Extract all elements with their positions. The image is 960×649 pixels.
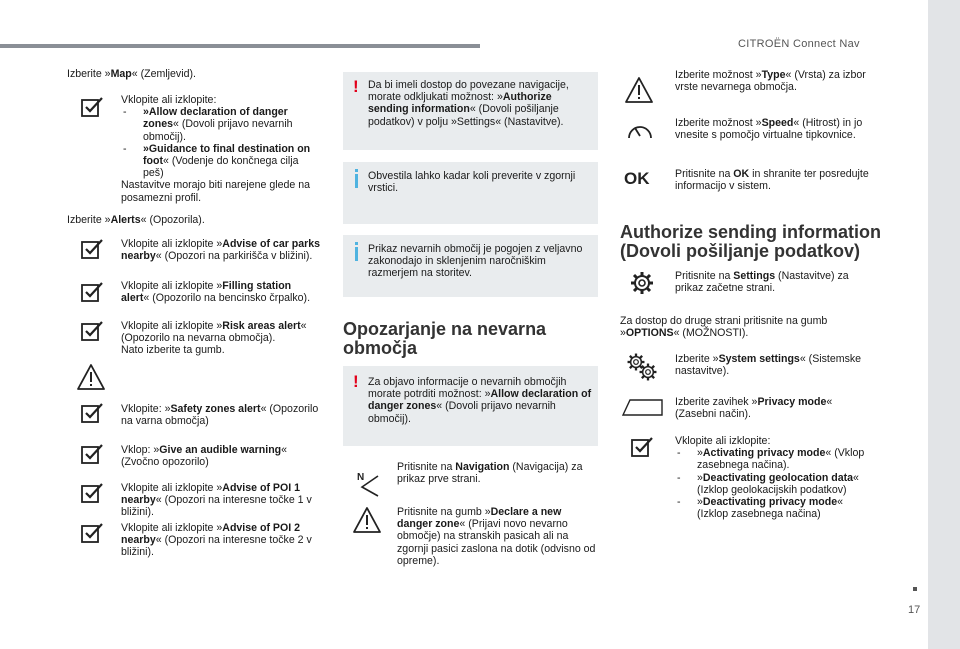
note-display-conditions: Prikaz nevarnih območij je pogojen z veljavno zakonodajo in sklenjenim naročniškim razmerjem na storitev. (343, 235, 598, 297)
running-header: CITROËN Connect Nav (738, 38, 860, 50)
ok-label: OK (624, 169, 650, 188)
car-parks-item: Vklopite ali izklopite »Advise of car parks nearby« (Opozori na parkirišča v bližini). (121, 238, 321, 263)
checkbox-icon (80, 94, 106, 120)
section-heading-danger: Opozarjanje na nevarna območja (343, 319, 547, 358)
warning-triangle-icon (352, 506, 382, 534)
poi1-item: Vklopite ali izklopite »Advise of POI 1 nearby« (Opozori na interesne točke 1 v bližini). (121, 482, 312, 519)
info-mark-icon (355, 247, 358, 261)
warning-mark-icon: ! (353, 372, 359, 391)
step-settings: Pritisnite na Settings (Nastavitve) za prikaz začetne strani. (675, 270, 849, 295)
svg-text:N: N (357, 472, 365, 483)
tab-icon (622, 398, 664, 416)
section-heading-authorize: Authorize sending information (Dovoli pošiljanje podatkov) (620, 222, 881, 261)
danger-zones-item: Vklopite ali izklopite: - »Allow declaration of danger zones« (Dovoli prijavo nevarnih območij). - »Guidance to final destination on foot« (Vodenje do končnega cilja peš) Nastavitve morajo biti narejene glede na posamezni profil. (121, 94, 321, 204)
poi2-item: Vklopite ali izklopite »Advise of POI 2 nearby« (Opozori na interesne točke 2 v bližini). (121, 522, 312, 559)
gear-icon (629, 270, 655, 296)
checkbox-icon (80, 520, 106, 546)
page-dot (913, 587, 917, 591)
checkbox-icon (80, 400, 106, 426)
step-privacy-tab: Izberite zavihek »Privacy mode« (Zasebni način). (675, 396, 833, 421)
intro-alerts: Izberite »Alerts« (Opozorila). (67, 214, 205, 226)
checkbox-icon (80, 318, 106, 344)
checkbox-icon (80, 279, 106, 305)
info-mark-icon (355, 174, 358, 188)
warning-triangle-icon (624, 76, 654, 104)
gears-icon (626, 352, 658, 382)
page-number: 17 (908, 604, 921, 616)
warning-mark-icon: ! (353, 77, 359, 96)
top-rule (0, 44, 480, 48)
step-type: Izberite možnost »Type« (Vrsta) za izbor vrste nevarnega območja. (675, 69, 866, 94)
privacy-options: Vklopite ali izklopite: - »Activating privacy mode« (Vklop zasebnega načina). - »Deactivating geolocation data« (Izklop geolokacijskih podatkov) - »Deactivating privacy mode« (Izklop zasebnega načina) (675, 435, 875, 520)
checkbox-icon (630, 434, 656, 460)
step-navigation: Pritisnite na Navigation (Navigacija) za prikaz prve strani. (397, 461, 583, 486)
checkbox-icon (80, 236, 106, 262)
warning-triangle-icon (76, 363, 106, 391)
step-system-settings: Izberite »System settings« (Sistemske nastavitve). (675, 353, 862, 378)
step-speed: Izberite možnost »Speed« (Hitrost) in jo vnesite s pomočjo virtualne tipkovnice. (675, 117, 863, 142)
step-ok: Pritisnite na OK in shranite ter posredujte informacijo v sistem. (675, 168, 869, 193)
audible-warning-item: Vklop: »Give an audible warning« (Zvočno opozorilo) (121, 444, 288, 469)
checkbox-icon (80, 480, 106, 506)
note-authorize: ! Da bi imeli dostop do povezane navigacije, morate odkljukati možnost: »Authorize sending information« (Dovoli pošiljanje podatkov) v polju »Settings« (Nastavitve). (343, 72, 598, 150)
speedometer-icon (626, 118, 654, 142)
filling-station-item: Vklopite ali izklopite »Filling station alert« (Opozorilo na bencinsko črpalko). (121, 280, 311, 305)
navigation-arrow-icon (352, 468, 382, 498)
safety-zones-item: Vklopite: »Safety zones alert« (Opozorilo na varna območja) (121, 403, 319, 428)
checkbox-icon (80, 441, 106, 467)
note-notifications: Obvestila lahko kadar koli preverite v zgornji vrstici. (343, 162, 598, 224)
para-second-page: Za dostop do druge strani pritisnite na gumb »OPTIONS« (MOŽNOSTI). (620, 315, 828, 340)
side-band (928, 0, 960, 649)
step-declare-zone: Pritisnite na gumb »Declare a new danger zone« (Prijavi novo nevarno območje) na stranskih pasicah ali na zgornji pasici zaslona na dotik (odvisno od opreme). (397, 506, 596, 567)
note-allow-declaration: ! Za objavo informacije o nevarnih območjih morate potrditi možnost: »Allow declaration of danger zones« (Dovoli prijavo nevarnih območij). (343, 366, 598, 446)
risk-areas-item: Vklopite ali izklopite »Risk areas alert« (Opozorilo na nevarna območja). Nato izberite ta gumb. (121, 320, 307, 357)
intro-map: Izberite »Map« (Zemljevid). (67, 68, 196, 80)
